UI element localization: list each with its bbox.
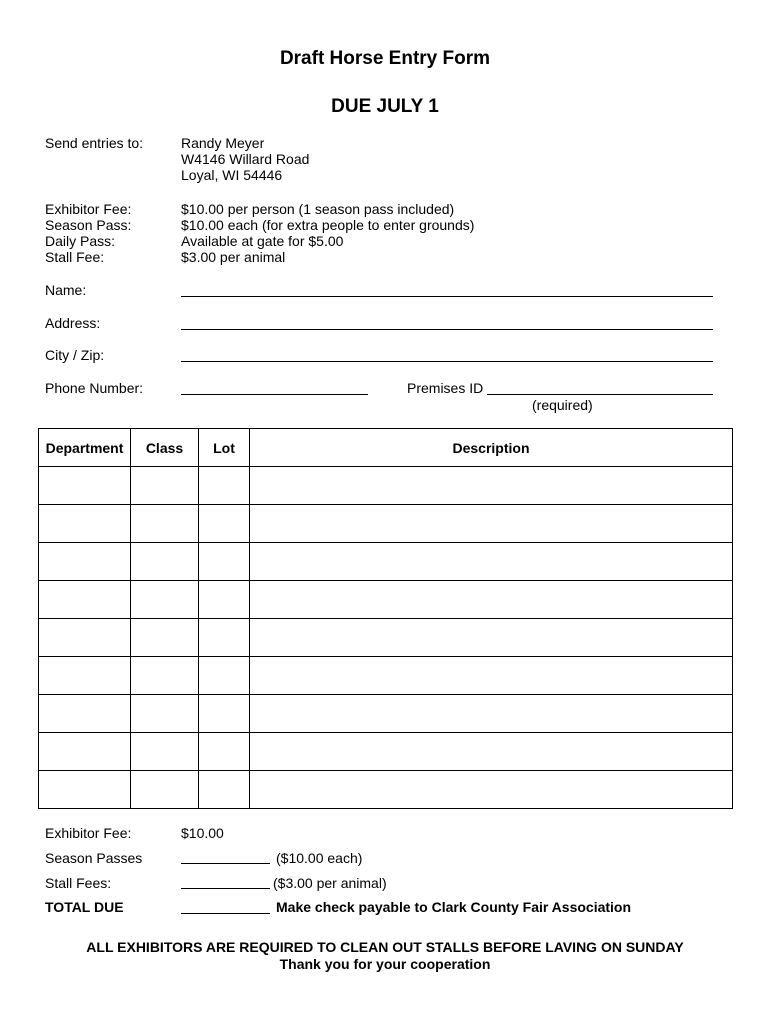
footer-notice: ALL EXHIBITORS ARE REQUIRED TO CLEAN OUT STALLS BEFORE LAVING ON SUNDAY — [86, 939, 684, 955]
col-header-department: Department — [39, 429, 131, 467]
table-row — [39, 467, 733, 505]
premises-required-note: (required) — [532, 397, 593, 413]
cell-department[interactable] — [39, 543, 131, 581]
cell-department[interactable] — [39, 505, 131, 543]
cell-department[interactable] — [39, 771, 131, 809]
cell-description[interactable] — [250, 657, 733, 695]
cell-description[interactable] — [250, 695, 733, 733]
col-header-class: Class — [131, 429, 199, 467]
cell-department[interactable] — [39, 467, 131, 505]
cell-class[interactable] — [131, 733, 199, 771]
check-payable-note: Make check payable to Clark County Fair Association — [276, 899, 632, 915]
col-header-lot: Lot — [199, 429, 250, 467]
fee-value: $10.00 each (for extra people to enter grounds) — [181, 217, 475, 233]
season-passes-field[interactable] — [181, 863, 270, 864]
total-due-label: TOTAL DUE — [45, 899, 124, 915]
table-row — [39, 543, 733, 581]
city-zip-field[interactable] — [181, 361, 713, 362]
address-field[interactable] — [181, 329, 713, 330]
address-label: Address: — [45, 315, 101, 331]
cell-lot[interactable] — [199, 657, 250, 695]
premises-id-field[interactable] — [487, 394, 713, 395]
cell-description[interactable] — [250, 505, 733, 543]
season-passes-note: ($10.00 each) — [276, 850, 363, 866]
cell-department[interactable] — [39, 733, 131, 771]
table-row — [39, 581, 733, 619]
table-row — [39, 733, 733, 771]
fee-label: Daily Pass: — [45, 233, 116, 249]
cell-class[interactable] — [131, 543, 199, 581]
cell-class[interactable] — [131, 695, 199, 733]
table-row — [39, 657, 733, 695]
fee-value: Available at gate for $5.00 — [181, 233, 344, 249]
cell-description[interactable] — [250, 581, 733, 619]
cell-lot[interactable] — [199, 543, 250, 581]
entry-table — [38, 428, 733, 809]
total-due-field[interactable] — [181, 913, 270, 914]
stall-fees-label: Stall Fees: — [45, 875, 112, 891]
cell-class[interactable] — [131, 581, 199, 619]
cell-class[interactable] — [131, 505, 199, 543]
address-line: Loyal, WI 54446 — [181, 167, 283, 183]
table-row — [39, 771, 733, 809]
send-entries-label: Send entries to: — [45, 135, 144, 151]
cell-class[interactable] — [131, 771, 199, 809]
cell-lot[interactable] — [199, 733, 250, 771]
fee-value: $10.00 per person (1 season pass included) — [181, 201, 455, 217]
cell-department[interactable] — [39, 695, 131, 733]
phone-label: Phone Number: — [45, 380, 144, 396]
fee-label: Stall Fee: — [45, 249, 105, 265]
cell-class[interactable] — [131, 619, 199, 657]
cell-department[interactable] — [39, 581, 131, 619]
footer-thanks: Thank you for your cooperation — [279, 956, 491, 972]
address-line: Randy Meyer — [181, 135, 265, 151]
page-title: Draft Horse Entry Form — [279, 48, 491, 69]
exhibitor-fee-value: $10.00 — [181, 825, 224, 841]
cell-lot[interactable] — [199, 695, 250, 733]
cell-lot[interactable] — [199, 581, 250, 619]
city-zip-label: City / Zip: — [45, 347, 105, 363]
fee-label: Season Pass: — [45, 217, 132, 233]
cell-class[interactable] — [131, 657, 199, 695]
table-row — [39, 695, 733, 733]
stall-fees-field[interactable] — [181, 888, 270, 889]
season-passes-label: Season Passes — [45, 850, 143, 866]
table-header-row — [39, 429, 733, 467]
due-date: DUE JULY 1 — [331, 96, 439, 117]
name-label: Name: — [45, 282, 87, 298]
cell-description[interactable] — [250, 543, 733, 581]
cell-department[interactable] — [39, 619, 131, 657]
cell-lot[interactable] — [199, 771, 250, 809]
cell-description[interactable] — [250, 771, 733, 809]
table-row — [39, 619, 733, 657]
cell-description[interactable] — [250, 733, 733, 771]
phone-field[interactable] — [181, 394, 368, 395]
cell-description[interactable] — [250, 619, 733, 657]
col-header-description: Description — [250, 429, 733, 467]
cell-description[interactable] — [250, 467, 733, 505]
premises-id-label: Premises ID — [407, 380, 484, 396]
address-line: W4146 Willard Road — [181, 151, 310, 167]
exhibitor-fee-label: Exhibitor Fee: — [45, 825, 132, 841]
name-field[interactable] — [181, 296, 713, 297]
fee-value: $3.00 per animal — [181, 249, 286, 265]
cell-lot[interactable] — [199, 619, 250, 657]
table-row — [39, 505, 733, 543]
cell-lot[interactable] — [199, 467, 250, 505]
fee-label: Exhibitor Fee: — [45, 201, 132, 217]
cell-class[interactable] — [131, 467, 199, 505]
cell-lot[interactable] — [199, 505, 250, 543]
cell-department[interactable] — [39, 657, 131, 695]
stall-fees-note: ($3.00 per animal) — [273, 875, 387, 891]
